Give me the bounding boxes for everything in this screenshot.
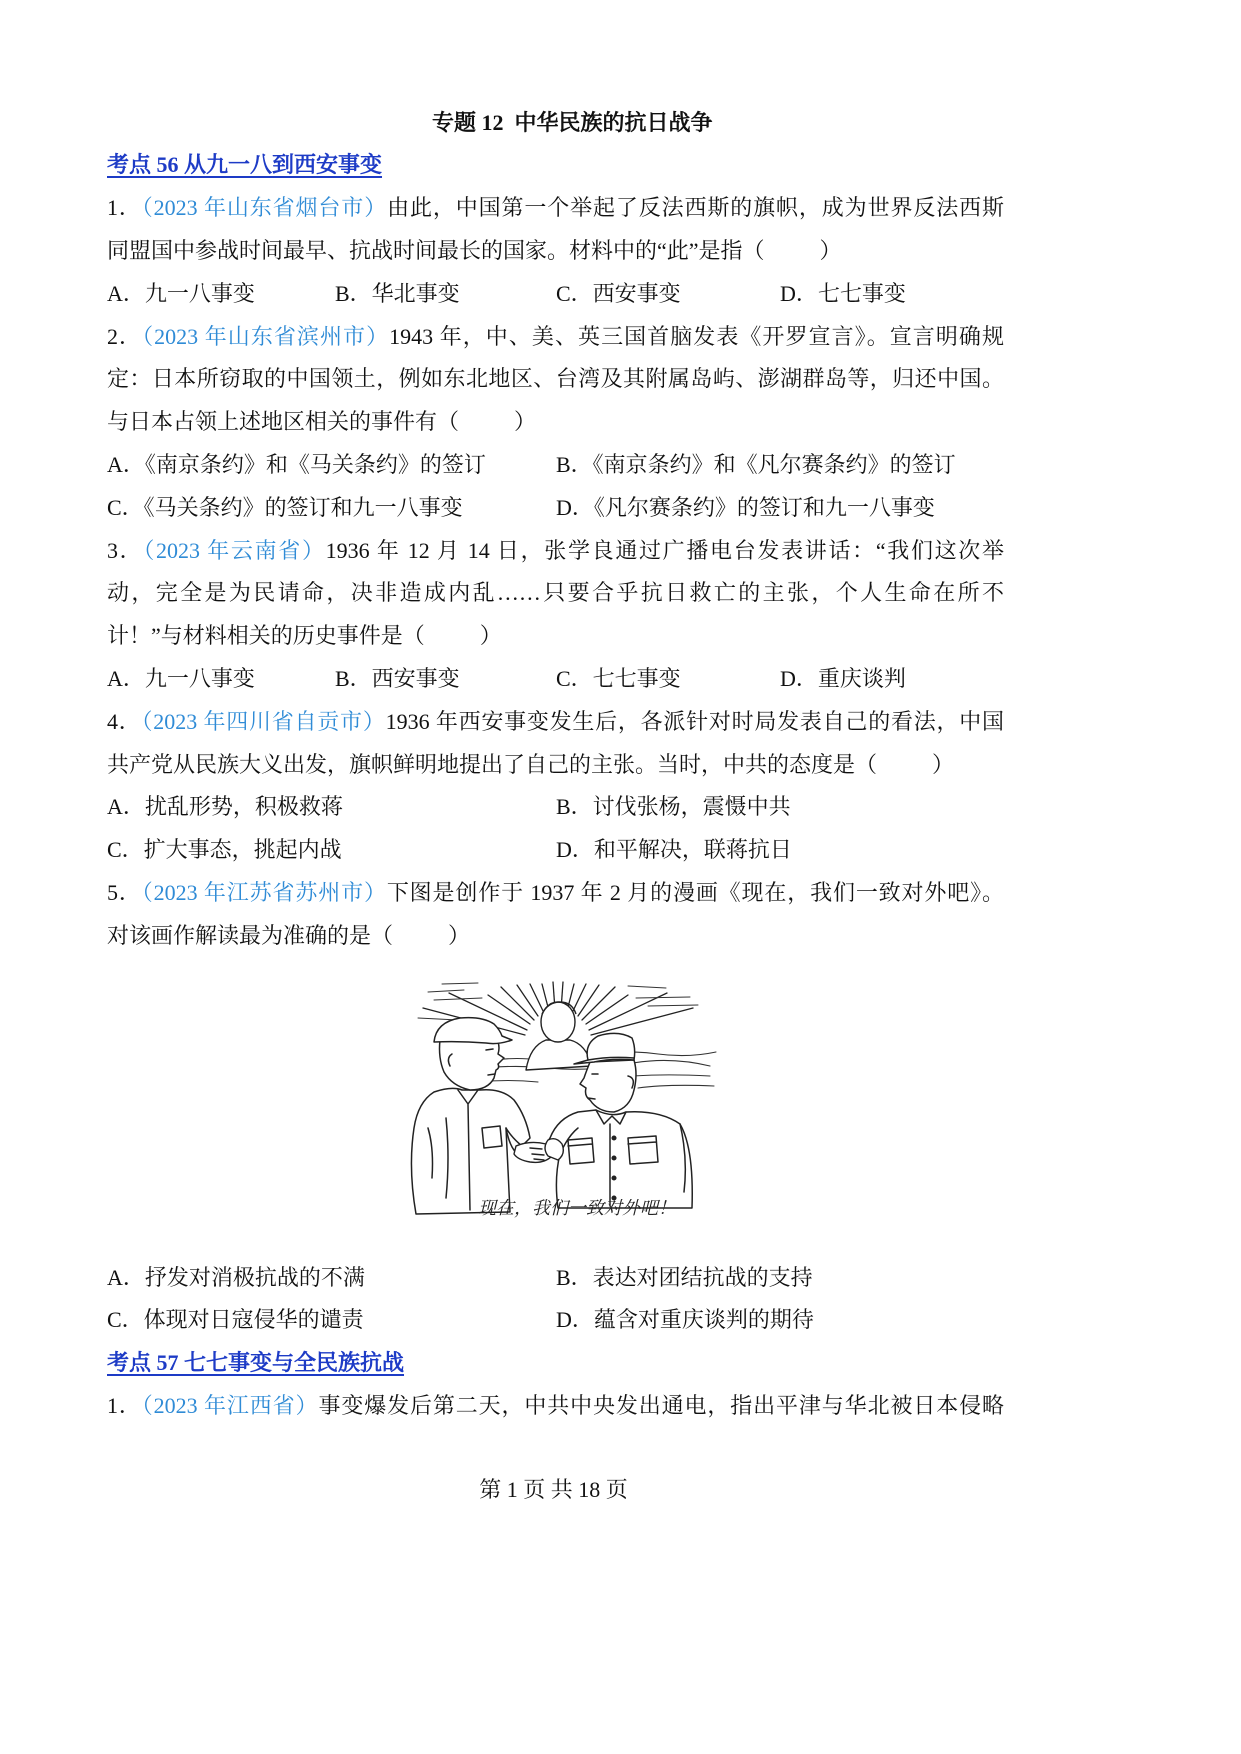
question-line <box>107 316 1004 359</box>
option-c: C．七七事变 <box>556 665 681 691</box>
question-line: 定：日本所窃取的中国领土，例如东北地区、台湾及其附属岛屿、澎湖群岛等，归还中国。 <box>107 366 1004 392</box>
question-source: （2023 年云南省） <box>143 537 326 563</box>
question-text: 事变爆发后第二天，中共中央发出通电，指出平津与华北被日本侵略 <box>318 1392 1004 1418</box>
option-d: D．《凡尔赛条约》的签订和九一八事变 <box>556 494 935 520</box>
option-row <box>107 1257 1004 1300</box>
question-line <box>107 1385 1004 1428</box>
option-a: A．九一八事变 <box>107 665 255 691</box>
option-c: C．体现对日寇侵华的谴责 <box>107 1307 364 1333</box>
option-a: A．抒发对消极抗战的不满 <box>107 1264 365 1290</box>
question-line: 同盟国中参战时间最早、抗战时间最长的国家。材料中的“此”是指（ ） <box>107 237 842 263</box>
option-a: A．《南京条约》和《马关条约》的签订 <box>107 451 486 477</box>
question-line: 动，完全是为民请命，决非造成内乱……只要合乎抗日救亡的主张，个人生命在所不 <box>107 580 1004 606</box>
question-line <box>107 701 1004 744</box>
cartoon-drawing <box>398 978 722 1228</box>
option-row <box>107 273 1004 316</box>
option-a: A．扰乱形势，积极救蒋 <box>107 794 343 820</box>
section-heading-text: 考点 56 从九一八到西安事变 <box>107 152 383 178</box>
question-number: 2． <box>107 323 143 349</box>
option-b: B．西安事变 <box>335 665 460 691</box>
question-text: 1943 年，中、美、英三国首脑发表《开罗宣言》。宣言明确规 <box>389 323 1004 349</box>
question <box>107 187 1004 315</box>
question-number: 1． <box>107 1392 142 1418</box>
option-row <box>107 658 1004 701</box>
option-b: B．华北事变 <box>335 280 460 306</box>
question-line: 共产党从民族大义出发，旗帜鲜明地提出了自己的主张。当时，中共的态度是（ ） <box>107 751 955 777</box>
question <box>107 872 1004 1342</box>
option-row <box>107 786 1004 829</box>
question-text: 1936 年西安事变发生后，各派针对时局发表自己的看法，中国 <box>385 708 1004 734</box>
question-line <box>107 187 1004 230</box>
question-source: （2023 年山东省滨州市） <box>142 323 390 349</box>
question-text: 1936 年 12 月 14 日，张学良通过广播电台发表讲话：“我们这次举 <box>325 537 1004 563</box>
option-d: D．七七事变 <box>780 280 906 306</box>
option-a: A．九一八事变 <box>107 280 255 306</box>
option-row <box>107 829 1004 872</box>
question-number: 1． <box>107 195 142 221</box>
section-heading <box>107 144 1004 187</box>
option-b: B．《南京条约》和《凡尔赛条约》的签订 <box>556 451 956 477</box>
question-line: 对该画作解读最为准确的是（ ） <box>107 922 471 948</box>
section-heading <box>107 1342 1004 1385</box>
question-line <box>107 530 1004 573</box>
question <box>107 316 1004 530</box>
question-line: 与日本占领上述地区相关的事件有（ ） <box>107 409 537 435</box>
option-b: B．表达对团结抗战的支持 <box>556 1264 813 1290</box>
option-d: D．和平解决，联蒋抗日 <box>556 837 792 863</box>
question-source: （2023 年山东省烟台市） <box>141 195 388 221</box>
option-d: D．蕴含对重庆谈判的期待 <box>556 1307 814 1333</box>
question <box>107 1385 1004 1428</box>
option-c: C．扩大事态，挑起内战 <box>107 837 342 863</box>
question-line: 计！”与材料相关的历史事件是（ ） <box>107 623 502 649</box>
option-row <box>107 487 1004 530</box>
question-source: （2023 年江西省） <box>141 1392 319 1418</box>
option-c: C．西安事变 <box>556 280 681 306</box>
option-c: C．《马关条约》的签订和九一八事变 <box>107 494 463 520</box>
question-source: （2023 年四川省自贡市） <box>141 708 386 734</box>
figure-left-man <box>411 1018 530 1214</box>
question-number: 5． <box>107 879 142 905</box>
option-b: B．讨伐张杨，震慑中共 <box>556 794 791 820</box>
option-row <box>107 1299 1004 1342</box>
question-text: 下图是创作于 1937 年 2 月的漫画《现在，我们一致对外吧》。 <box>386 879 1004 905</box>
question <box>107 530 1004 701</box>
cartoon-figure <box>398 978 722 1228</box>
cartoon-caption: 现在，我们一致对外吧！ <box>478 1197 676 1219</box>
page-footer: 第 1 页 共 18 页 <box>479 1476 628 1502</box>
document-body <box>107 102 1004 1428</box>
question-text: 由此，中国第一个举起了反法西斯的旗帜，成为世界反法西斯 <box>387 195 1004 221</box>
option-row <box>107 444 1004 487</box>
page-title: 专题 12 中华民族的抗日战争 <box>432 109 713 135</box>
option-d: D．重庆谈判 <box>780 665 906 691</box>
question-line <box>107 872 1004 915</box>
question <box>107 701 1004 872</box>
question-number: 4． <box>107 708 142 734</box>
question-source: （2023 年江苏省苏州市） <box>141 879 387 905</box>
section-heading-text: 考点 57 七七事变与全民族抗战 <box>107 1350 405 1376</box>
question-number: 3． <box>107 537 144 563</box>
